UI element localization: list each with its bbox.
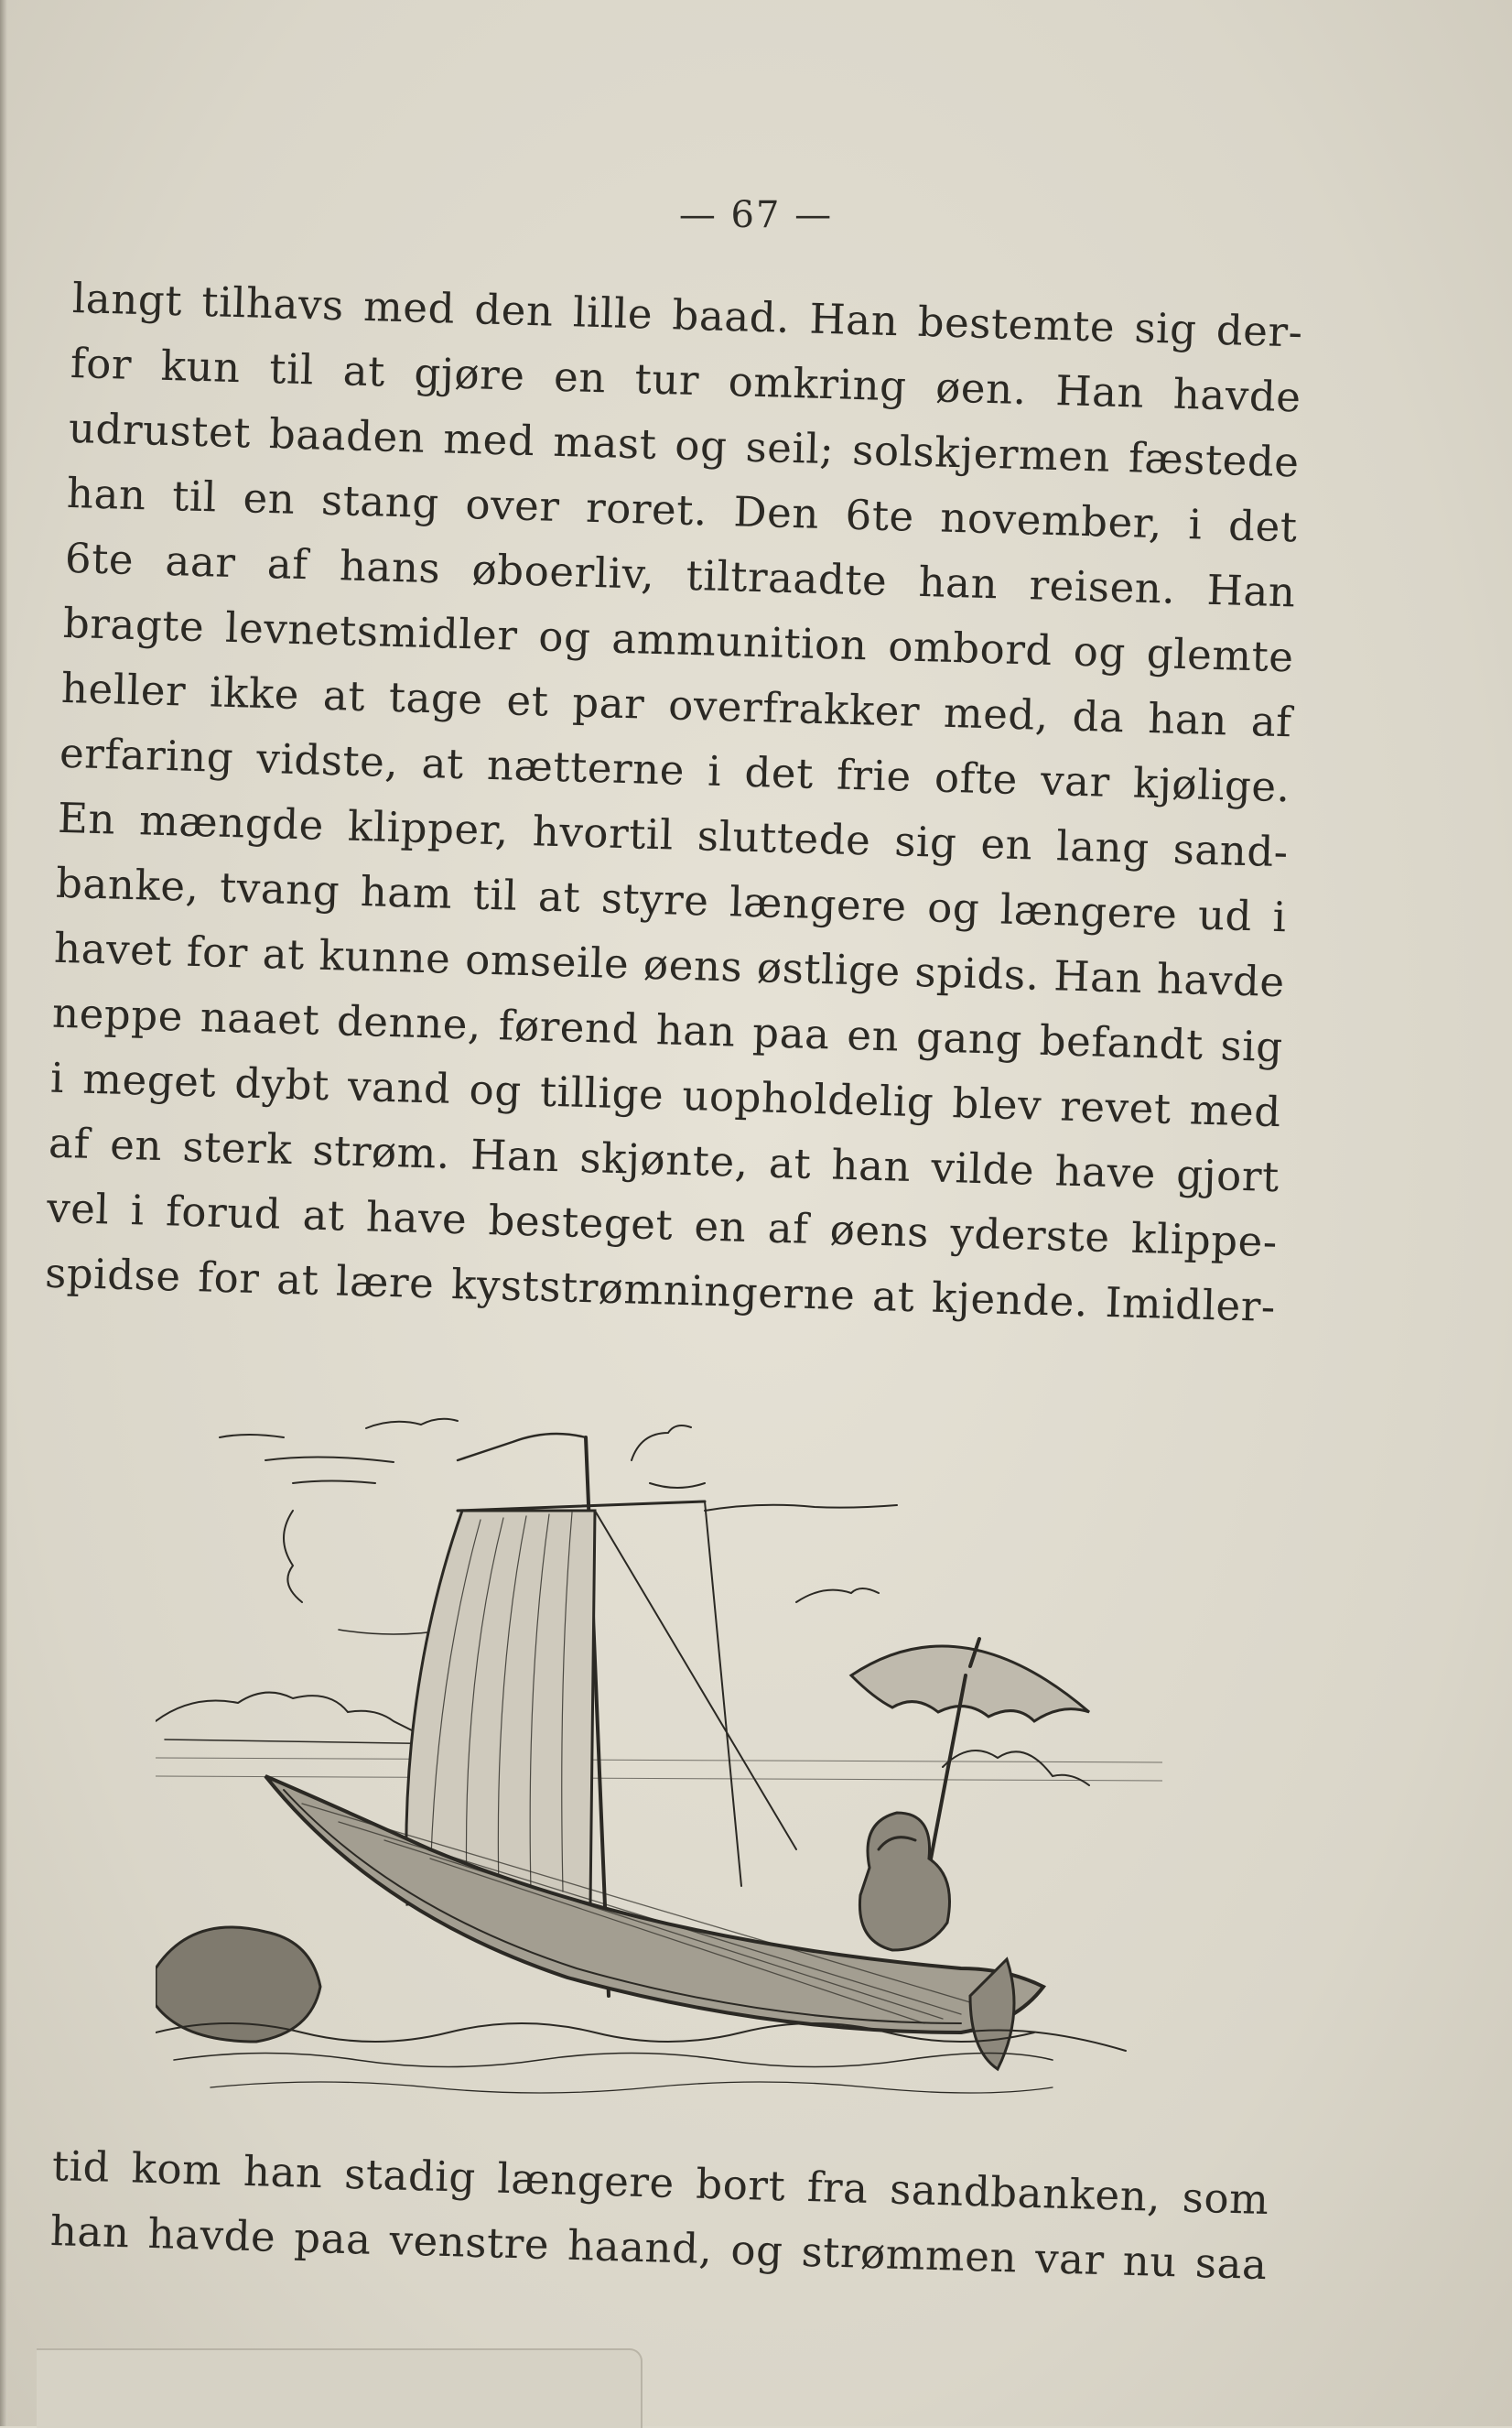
page-footer-tab <box>37 2348 643 2428</box>
paragraph-top <box>44 266 1303 1339</box>
text-line: bragte levnetsmidler og ammunition ombord og glemte <box>62 598 1295 682</box>
text-line: udrustet baaden med mast og seil; solskjermen fæstede <box>68 403 1301 487</box>
text-line: i meget dybt vand og tillige uopholdelig blev revet med <box>49 1053 1282 1137</box>
text-line: af en sterk strøm. Han skjønte, at han vilde have gjort <box>48 1118 1280 1202</box>
text-line: 6te aar af hans øboerliv, tiltraadte han reisen. Han <box>64 533 1297 617</box>
text-line: han havde paa venstre haand, og strømmen var nu saa <box>49 2206 1269 2290</box>
sailboat-illustration-icon <box>156 1373 1162 2115</box>
text-line: han til en stang over roret. Den 6te november, i det <box>66 468 1299 552</box>
text-line: havet for at kunne omseile øens østlige spids. Han havde <box>53 923 1286 1007</box>
page-number: — 67 — <box>678 194 834 236</box>
text-line: spidse for at lære kyststrømningerne at kjende. Imidler- <box>44 1248 1277 1332</box>
text-line: En mængde klipper, hvortil sluttede sig en lang sand- <box>57 793 1290 877</box>
text-line: for kun til at gjøre en tur omkring øen. Han havde <box>70 338 1302 422</box>
text-line: langt tilhavs med den lille baad. Han bestemte sig der- <box>71 273 1304 357</box>
text-line: heller ikke at tage et par overfrakker med, da han af <box>60 663 1293 747</box>
text-line: tid kom han stadig længere bort fra sandbanken, som <box>51 2141 1270 2225</box>
page-left-edge <box>0 0 7 2426</box>
text-line: erfaring vidste, at nætterne i det frie ofte var kjølige. <box>59 728 1291 812</box>
paragraph-bottom <box>49 2133 1269 2297</box>
text-line: neppe naaet denne, førend han paa en gang befandt sig <box>51 988 1284 1072</box>
text-line: banke, tvang ham til at styre længere og længere ud i <box>55 858 1288 942</box>
text-line: vel i forud at have besteget en af øens yderste klippe- <box>46 1183 1279 1267</box>
